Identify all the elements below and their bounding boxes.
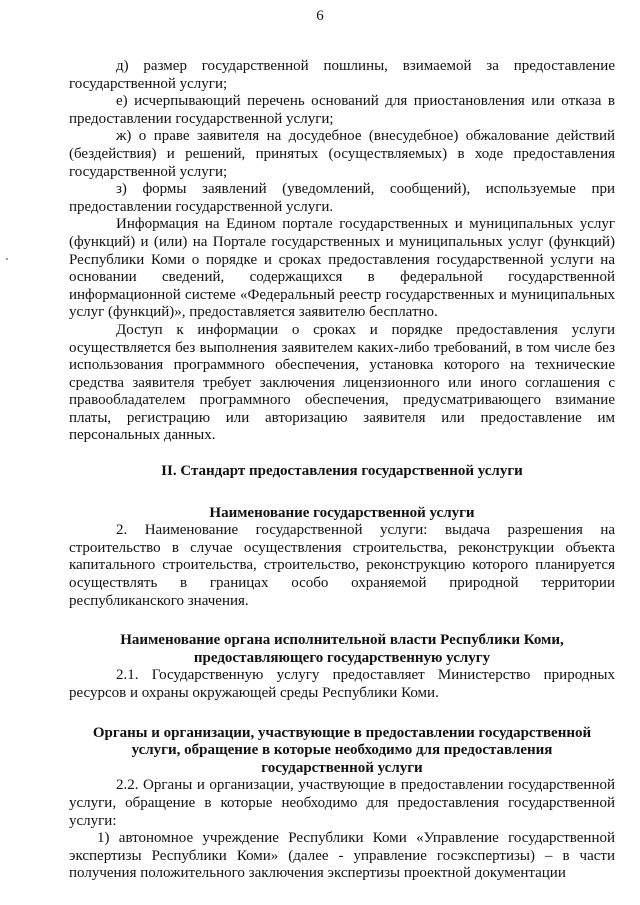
paragraph-authority: 2.1. Государственную услугу предоставляет Министерство природных ресурсов и охраны окружающей среды Республики Коми. [69, 667, 615, 701]
paragraph-fee: д) размер государственной пошлины, взимаемой за предоставление государственной услуги; [69, 58, 615, 92]
paragraph-organizations: 2.2. Органы и организации, участвующие в предоставлении государственной услуги, обращение в которые необходимо для предоставления государственной услуги: [69, 777, 615, 829]
heading-service-name: Наименование государственной услуги [209, 504, 475, 521]
paragraph-appeal: ж) о праве заявителя на досудебное (внесудебное) обжалование действий (бездействия) и решений, принятых (осуществляемых) в ходе предоставления государственной услуги; [69, 128, 615, 180]
heading-organizations [69, 725, 615, 778]
heading-orgs-line1: Органы и организации, участвующие в предоставлении государственной [92, 724, 592, 741]
heading-orgs-line3: государственной услуги [261, 759, 423, 776]
paragraph-organizations-item1: 1) автономное учреждение Республики Коми «Управление государственной экспертизы Республики Коми» (далее - управление госэкспертизы) – в части получения положительного заключения экспертизы проектной документации [69, 830, 615, 882]
heading-authority-line2: предоставляющего государственную услугу [193, 649, 491, 666]
page-number: 6 [316, 8, 324, 24]
heading-authority [69, 632, 615, 667]
paragraph-portal-info: Информация на Едином портале государственных и муниципальных услуг (функций) и (или) на Портале государственных и муниципальных услуг (функций) Республики Коми о порядке и сроках предоставления государственной услуги на основании сведений, содержащихся в федеральной государственной информационной системе «Федеральный реестр государственных и муниципальных услуг (функций)», предоставляется заявителю бесплатно. [69, 216, 615, 321]
heading-authority-line1: Наименование органа исполнительной власти Республики Коми, [120, 632, 564, 649]
paragraph-grounds: е) исчерпывающий перечень оснований для приостановления или отказа в предоставлении государственной услуги; [69, 93, 615, 127]
paragraph-service-name: 2. Наименование государственной услуги: выдача разрешения на строительство в случае осуществления строительства, реконструкции объекта капитального строительства, строительство, реконструкцию которого планируется осуществлять в границах особо охраняемой природной территории республиканского значения. [69, 522, 615, 609]
margin-mark [6, 258, 8, 260]
heading-orgs-line2: услуги, обращение в которые необходимо для предоставления [131, 742, 553, 759]
paragraph-access: Доступ к информации о сроках и порядке предоставления услуги осуществляется без выполнения заявителем каких-либо требований, в том числе без использования программного обеспечения, установка которого на технические средства заявителя требует заключения лицензионного или иного соглашения с правообладателем программного обеспечения, предусматривающего взимание платы, регистрацию или авторизацию заявителя или предоставление им персональных данных. [69, 321, 615, 444]
section-title: II. Стандарт предоставления государственной услуги [161, 463, 523, 480]
document-body [69, 58, 615, 883]
paragraph-forms: з) формы заявлений (уведомлений, сообщений), используемые при предоставлении государственной услуги. [69, 181, 615, 215]
